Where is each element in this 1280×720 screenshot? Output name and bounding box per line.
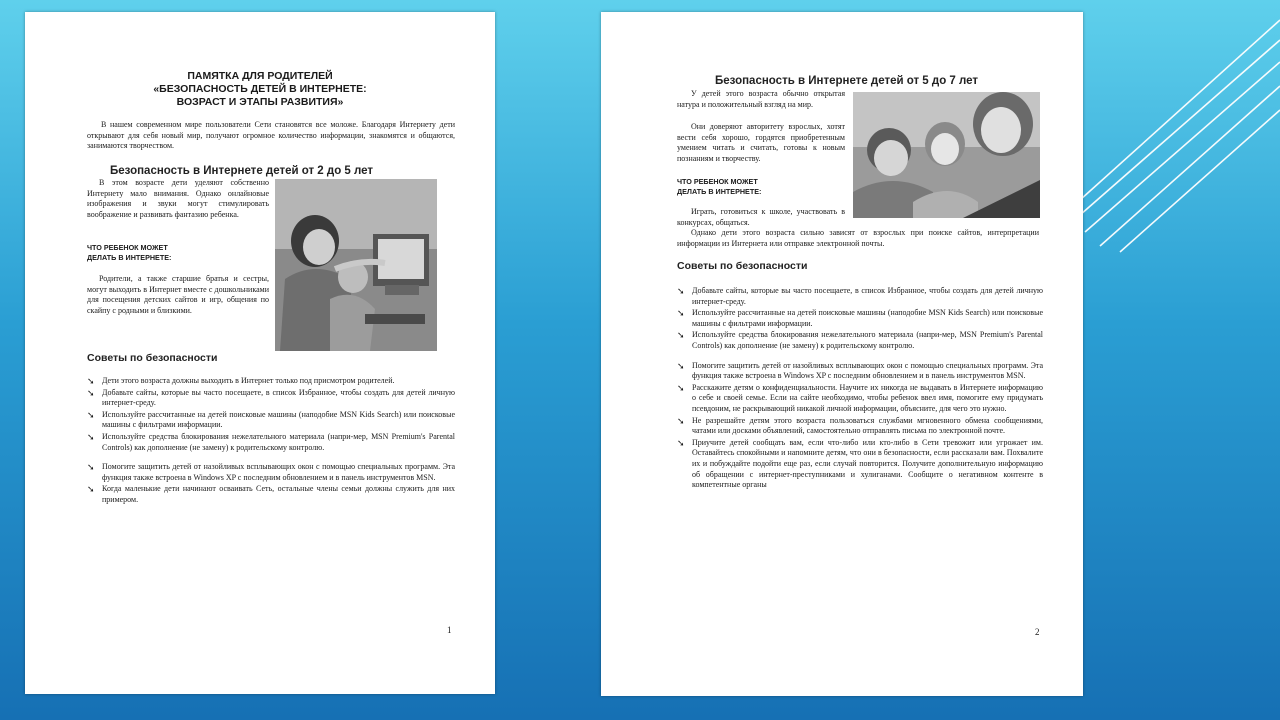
family-laptop-photo (853, 92, 1040, 218)
list-item: ➘ Добавьте сайты, которые вы часто посещаете, в список Избранное, чтобы создать для детей личную интернет-среду. (677, 286, 1043, 306)
list-item: ➘ Используйте рассчитанные на детей поисковые машины (наподобие MSN Kids Search) или поисковые машины с фильтрами информации. (677, 308, 1043, 328)
arrow-down-right-icon: ➘ (87, 462, 95, 473)
arrow-down-right-icon: ➘ (87, 387, 95, 398)
page2-para1: У детей этого возраста обычно открытая натура и положительный взгляд на мир. (677, 89, 845, 109)
arrow-down-right-icon: ➘ (677, 415, 685, 426)
list-item: ➘ Помогите защитить детей от назойливых всплывающих окон с помощью специальных программ. Эта функция также встроена в Windows XP с последним обновлением и в панель инструментов MSN. (677, 360, 1043, 381)
document-page-2 (601, 12, 1083, 696)
arrow-down-right-icon: ➘ (677, 382, 685, 393)
list-item: ➘ Расскажите детям о конфиденциальности. Научите их никогда не выдавать в Интернете информацию о себе и своей семье. Если на сайте необходимо, чтобы ребенок ввел имя, помогите ему придумать псевдоним, не раскрывающий никакой личной информации, объясните, для чего это нужно. (677, 382, 1043, 413)
arrow-down-right-icon: ➘ (87, 376, 95, 386)
list-item: ➘ Приучите детей сообщать вам, если что-либо или кто-либо в Сети тревожит или угрожает им. Оставайтесь спокойными и напомните детям, что они в безопасности, если рассказали вам. Похвалите их и побуждайте подойти еще раз, если случай повторится. Получите дополнительную информацию об обращении с интернет-преступниками и хулиганами. Сообщите о негативном контенте в компетентные органы (677, 437, 1043, 490)
page1-heading: Безопасность в Интернете детей от 2 до 5 лет (110, 165, 374, 177)
page2-tips-heading: Советы по безопасности (677, 260, 808, 272)
diagonal-lines-icon (1080, 0, 1280, 260)
list-item: ➘ Используйте рассчитанные на детей поисковые машины (наподобие MSN Kids Search) или поисковые машины с фильтрами информации. (87, 409, 455, 430)
page2-heading: Безопасность в Интернете детей от 5 до 7 лет (715, 75, 979, 87)
page1-can-do-heading: ЧТО РЕБЕНОК МОЖЕТ ДЕЛАТЬ В ИНТЕРНЕТЕ: (87, 243, 172, 262)
document-page-1 (25, 12, 495, 694)
arrow-down-right-icon: ➘ (677, 286, 685, 296)
page2-para3: Играть, готовиться к школе, участвовать в конкурсах, общаться. (677, 207, 845, 227)
arrow-down-right-icon: ➘ (677, 330, 685, 341)
list-item: ➘ Добавьте сайты, которые вы часто посещаете, в список Избранное, чтобы создать для детей личную интернет-среду. (87, 387, 455, 408)
page2-para2: Они доверяют авторитету взрослых, хотят вести себя хорошо, гордятся приобретенным умением читать и считать, готовы к новым познаниям и творчеству. (677, 122, 845, 163)
page1-para1: В этом возрасте дети уделяют собственно Интернету мало внимания. Однако онлайновые изображения и звуки могут стимулировать воображение и развивать фантазию ребенка. (87, 178, 269, 219)
list-item: ➘ Когда маленькие дети начинают осваивать Сеть, остальные члены семьи должны служить для них примером. (87, 484, 455, 504)
arrow-down-right-icon: ➘ (87, 484, 95, 495)
list-item: ➘ Дети этого возраста должны выходить в Интернет только под присмотром родителей. (87, 376, 395, 386)
page-number: 1 (447, 625, 452, 635)
arrow-down-right-icon: ➘ (87, 431, 95, 442)
page1-intro: В нашем современном мире пользователи Сети становятся все моложе. Благодаря Интернету дети открывают для себя новый мир, получают огромное количество информации, знакомятся и общаются, занимаются творчеством. (87, 120, 455, 151)
arrow-down-right-icon: ➘ (87, 409, 95, 420)
mother-child-computer-photo (275, 179, 437, 351)
page1-title: ПАМЯТКА ДЛЯ РОДИТЕЛЕЙ «БЕЗОПАСНОСТЬ ДЕТЕЙ В ИНТЕРНЕТЕ: ВОЗРАСТ И ЭТАПЫ РАЗВИТИЯ» (153, 70, 367, 108)
arrow-down-right-icon: ➘ (677, 437, 685, 448)
page2-para4: Однако дети этого возраста сильно зависят от взрослых при поиске сайтов, интерпретации информации из Интернета или отправке электронной почты. (677, 228, 1039, 248)
page-number: 2 (1035, 627, 1040, 637)
arrow-down-right-icon: ➘ (677, 360, 685, 371)
page2-tips-list (677, 286, 1043, 492)
list-item: ➘ Помогите защитить детей от назойливых всплывающих окон с помощью специальных программ. Эта функция также встроена в Windows XP с последним обновлением и в панель инструментов MSN. (87, 462, 455, 482)
arrow-down-right-icon: ➘ (677, 308, 685, 319)
page1-para2: Родители, а также старшие братья и сестры, могут выходить в Интернет вместе с дошкольниками для посещения детских сайтов и игр, общения по скайпу с родными и близкими. (87, 274, 269, 315)
list-item: ➘ Не разрешайте детям этого возраста пользоваться службами мгновенного обмена сообщениями, чатами или досками объявлений, самостоятельно отправлять письма по электронной почте. (677, 415, 1043, 436)
list-item: ➘ Используйте средства блокирования нежелательного материала (напри-мер, MSN Premium's Parental Controls) как дополнение (не замену) к родительскому контролю. (87, 431, 455, 452)
page1-tips-heading: Советы по безопасности (87, 352, 218, 364)
page2-can-do-heading: ЧТО РЕБЕНОК МОЖЕТ ДЕЛАТЬ В ИНТЕРНЕТЕ: (677, 177, 762, 196)
list-item: ➘ Используйте средства блокирования нежелательного материала (напри-мер, MSN Premium's Parental Controls) как дополнение (не замену) к родительскому контролю. (677, 330, 1043, 350)
page1-tips-list (87, 376, 455, 507)
